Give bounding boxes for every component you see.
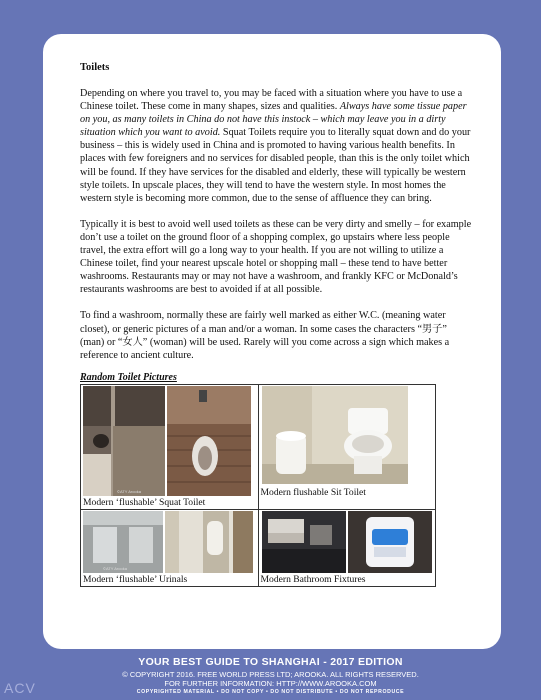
section-heading: Toilets bbox=[80, 62, 110, 73]
caption-sit-toilet: Modern flushable Sit Toilet bbox=[260, 486, 366, 498]
paragraph-3: To find a washroom, normally these are fairly well marked as either W.C. (meaning water closet), or generic pictures of a man and/or a woman. In some cases the characters “男子” (man) or “女人” (woman) will be used. Rarely will you come across a sign which makes a reference to ancient culture. bbox=[80, 310, 450, 361]
caption-urinals: Modern ‘flushable’ Urinals bbox=[83, 573, 188, 585]
gallery-cell-fixtures bbox=[258, 509, 436, 586]
urinals-photo bbox=[83, 511, 253, 573]
footer-copyright: © COPYRIGHT 2016. FREE WORLD PRESS LTD; AROOKA. ALL RIGHTS RESERVED. bbox=[122, 670, 419, 679]
caption-squat-toilet: Modern ‘flushable’ Squat Toilet bbox=[83, 496, 206, 508]
photo-credit-tag: ©ATY Arooka bbox=[117, 488, 141, 494]
sit-toilet-photo bbox=[262, 386, 408, 484]
paragraph-1-start: Depending on where you travel to, you may be faced with a situation where you have to use a Chinese toilet. These come in many shapes, sizes and qualities. bbox=[80, 88, 463, 113]
photo-gallery bbox=[80, 384, 436, 587]
corner-watermark: ACV bbox=[4, 680, 36, 696]
photo-credit-tag-2: ©ATY Arooka bbox=[103, 565, 127, 571]
paragraph-1-italic: Always have some tissue paper on you, as many toilets in China do not have this instock – which may leave you in a dirty situation which you want to avoid. bbox=[80, 101, 467, 139]
footer-info-link: FOR FURTHER INFORMATION: HTTP://WWW.AROOKA.COM bbox=[164, 679, 377, 688]
squat-toilet-photo bbox=[83, 386, 251, 496]
gallery-title: Random Toilet Pictures bbox=[80, 371, 177, 383]
paragraph-1-end: Squat Toilets require you to literally squat down and do your business – this is widely used in China and is promoted to having various health benefits. In places with few foreigners and no services for disabled people, than this is the only toilet which will be found. If they have services for the disabled and elderly, these will typically be western style toilets. In upscale places, they will tend to have the western style. In most homes the western style is becoming more common, due to the sense of affluence they can bring. bbox=[80, 127, 471, 204]
fixtures-photo bbox=[262, 511, 432, 573]
page-content bbox=[80, 62, 472, 587]
footer-notice: COPYRIGHTED MATERIAL • DO NOT COPY • DO NOT DISTRIBUTE • DO NOT REPRODUCE bbox=[136, 689, 405, 695]
gallery-cell-urinals bbox=[81, 509, 259, 586]
paragraph-2: Typically it is best to avoid well used toilets as these can be very dirty and smelly – for example don’t use a toilet on the ground floor of a shopping complex, go upstairs where less people travel, the extra effort will go a long way to your health. If you are not willing to utilize a Chinese toilet, find your nearest upscale hotel or shopping mall – these tend to have better washrooms. Restaurants may or may not have a washroom, and frankly KFC or McDonald’s restaurants washrooms are best to avoided if at all possible. bbox=[80, 218, 472, 296]
paragraph-1 bbox=[80, 87, 472, 205]
footer-title: YOUR BEST GUIDE TO SHANGHAI - 2017 EDITION bbox=[138, 656, 403, 668]
gallery-cell-squat-toilet bbox=[81, 384, 259, 509]
gallery-cell-sit-toilet bbox=[258, 384, 436, 509]
document-page bbox=[43, 34, 501, 649]
caption-fixtures: Modern Bathroom Fixtures bbox=[260, 573, 366, 585]
